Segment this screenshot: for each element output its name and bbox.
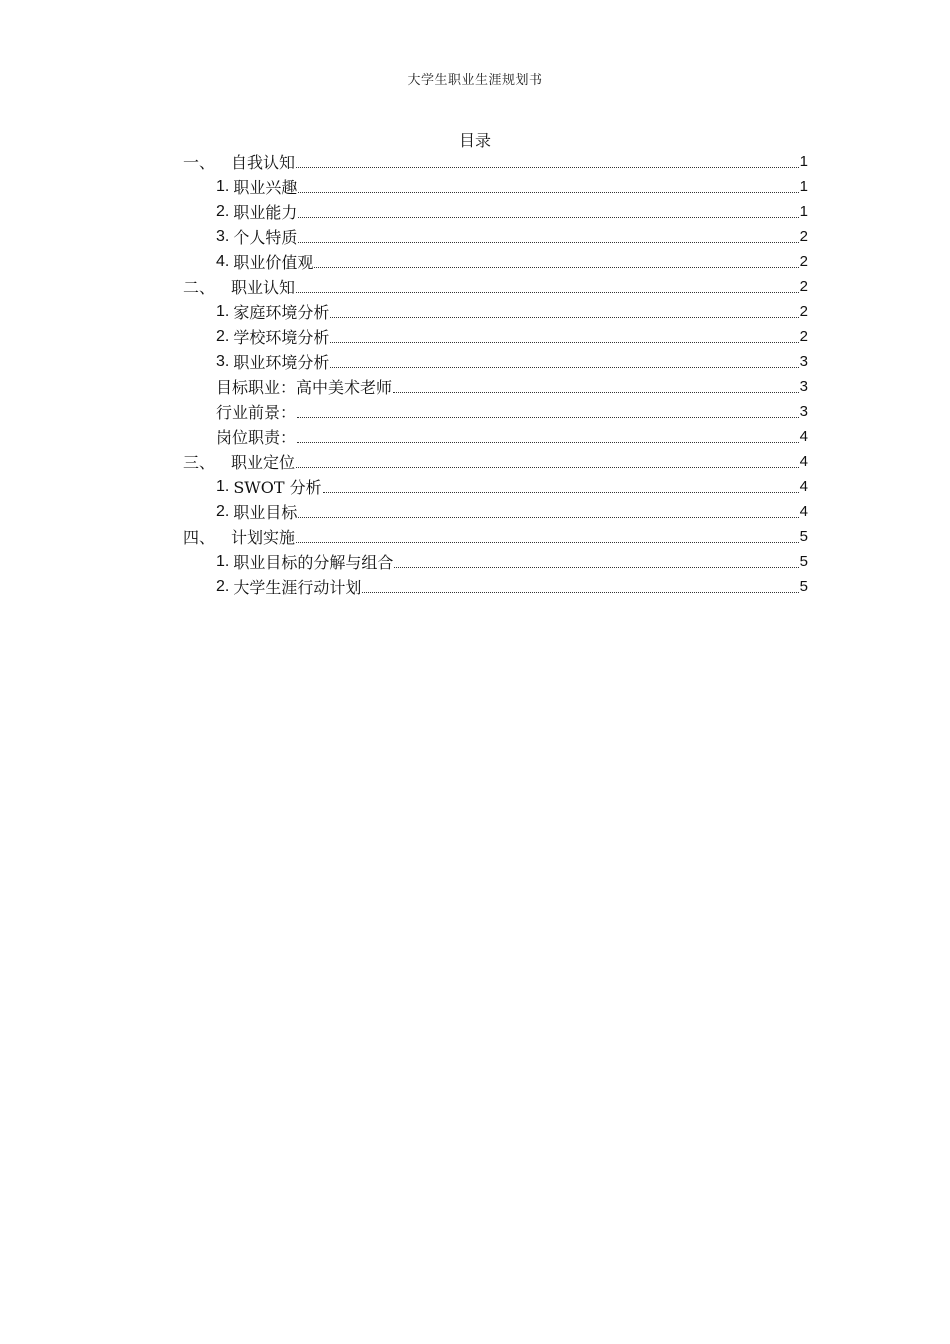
toc-entry-page-number: 2 — [799, 253, 808, 270]
toc-dot-leader — [296, 542, 799, 543]
toc-entry-label: 家庭环境分析 — [233, 303, 330, 322]
toc-entry-page-number: 2 — [799, 328, 808, 345]
toc-dot-leader — [296, 292, 799, 293]
toc-dot-leader — [314, 267, 798, 268]
toc-dot-leader — [394, 567, 798, 568]
toc-entry-number: 三、 — [183, 453, 216, 472]
toc-entry-page-number: 4 — [799, 428, 808, 445]
toc-entry[interactable] — [183, 499, 808, 524]
toc-entry[interactable] — [183, 199, 808, 224]
toc-entry-label: 职业认知 — [231, 278, 296, 297]
toc-dot-leader — [296, 467, 799, 468]
toc-entry-page-number: 1 — [799, 178, 808, 195]
toc-entry-label: 学校环境分析 — [233, 328, 330, 347]
toc-entry[interactable] — [183, 449, 808, 474]
toc-entry-number: 1. — [216, 302, 230, 320]
toc-title: 目录 — [458, 131, 491, 150]
toc-entry-page-number: 4 — [799, 453, 808, 470]
toc-entry-label: 行业前景： — [216, 403, 297, 422]
toc-entry-label: 计划实施 — [231, 528, 296, 547]
toc-entry-number: 2. — [216, 327, 230, 345]
toc-entry-label: 职业价值观 — [233, 253, 314, 272]
toc-entry-number: 2. — [216, 577, 230, 595]
toc-entry-label: 职业目标 — [233, 503, 298, 522]
toc-entry-label: 岗位职责： — [216, 428, 297, 447]
page-header: 大学生职业生涯规划书 — [407, 73, 543, 88]
toc-entry[interactable] — [183, 574, 808, 599]
toc-entry[interactable] — [183, 549, 808, 574]
toc-entry[interactable] — [183, 424, 808, 449]
toc-entry-number: 3. — [216, 227, 230, 245]
toc-entry-page-number: 1 — [799, 203, 808, 220]
toc-entry-page-number: 2 — [799, 228, 808, 245]
toc-entry[interactable] — [183, 224, 808, 249]
toc-dot-leader — [298, 192, 798, 193]
toc-entry-label: 目标职业：高中美术老师 — [216, 378, 393, 397]
toc-entry-label: 职业兴趣 — [233, 178, 298, 197]
toc-entry-page-number: 3 — [799, 403, 808, 420]
toc-dot-leader — [298, 517, 798, 518]
toc-entry-page-number: 1 — [799, 153, 808, 170]
toc-dot-leader — [323, 492, 799, 493]
toc-entry-number: 一、 — [183, 153, 216, 172]
toc-entry-number: 2. — [216, 202, 230, 220]
toc-entry[interactable] — [183, 324, 808, 349]
toc-dot-leader — [297, 417, 799, 418]
toc-entry-number: 1. — [216, 477, 230, 495]
toc-dot-leader — [297, 442, 799, 443]
toc-entry[interactable] — [183, 374, 808, 399]
toc-entry-label: 职业目标的分解与组合 — [233, 553, 394, 572]
toc-entry-page-number: 2 — [799, 278, 808, 295]
toc-entry-number: 4. — [216, 252, 230, 270]
toc-entry-label: 职业能力 — [233, 203, 298, 222]
toc-entry[interactable] — [183, 349, 808, 374]
toc-entry-number: 1. — [216, 177, 230, 195]
toc-entry-label: 个人特质 — [233, 228, 298, 247]
toc-entry-number: 3. — [216, 352, 230, 370]
toc-entry-page-number: 4 — [799, 503, 808, 520]
toc-entry[interactable] — [183, 474, 808, 499]
toc-entry-label: 大学生涯行动计划 — [233, 578, 362, 597]
toc-entry-page-number: 2 — [799, 303, 808, 320]
toc-entry[interactable] — [183, 274, 808, 299]
toc-entry[interactable] — [183, 149, 808, 174]
toc-entry-label: 职业环境分析 — [233, 353, 330, 372]
toc-entry[interactable] — [183, 174, 808, 199]
toc-entry-page-number: 5 — [799, 553, 808, 570]
toc-dot-leader — [362, 592, 798, 593]
toc-entry-number: 四、 — [183, 528, 216, 547]
toc-entry-page-number: 3 — [799, 353, 808, 370]
toc-dot-leader — [330, 317, 798, 318]
table-of-contents — [183, 149, 808, 599]
toc-entry-page-number: 5 — [799, 528, 808, 545]
toc-dot-leader — [296, 167, 799, 168]
toc-entry-number: 1. — [216, 552, 230, 570]
toc-entry-label: 职业定位 — [231, 453, 296, 472]
toc-dot-leader — [393, 392, 799, 393]
toc-dot-leader — [298, 242, 798, 243]
toc-entry-page-number: 3 — [799, 378, 808, 395]
toc-entry-page-number: 4 — [799, 478, 808, 495]
toc-entry-number: 二、 — [183, 278, 216, 297]
toc-entry-page-number: 5 — [799, 578, 808, 595]
toc-entry[interactable] — [183, 299, 808, 324]
toc-entry-number: 2. — [216, 502, 230, 520]
toc-dot-leader — [298, 217, 798, 218]
toc-entry-label: SWOT 分析 — [233, 478, 322, 497]
toc-entry[interactable] — [183, 399, 808, 424]
toc-entry[interactable] — [183, 249, 808, 274]
toc-entry[interactable] — [183, 524, 808, 549]
toc-dot-leader — [330, 367, 798, 368]
toc-entry-label: 自我认知 — [231, 153, 296, 172]
toc-dot-leader — [330, 342, 798, 343]
